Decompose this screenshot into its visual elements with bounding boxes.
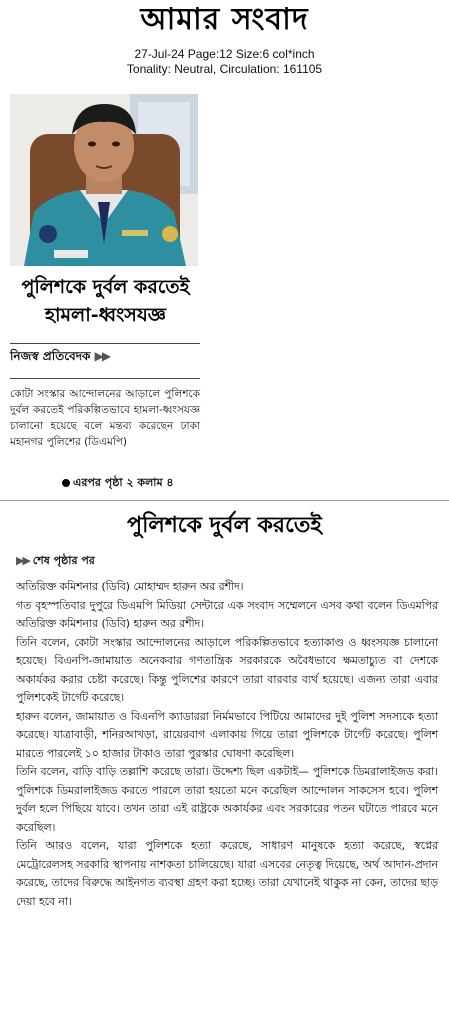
article-body — [16, 578, 438, 911]
police-officer-portrait-icon — [10, 94, 198, 266]
jump-headline: পুলিশকে দুর্বল করতেই — [127, 512, 322, 538]
body-paragraph: তিনি বলেন, কোটা সংস্কার আন্দোলনের আড়ালে পরিকল্পিতভাবে হত্যাকাণ্ড ও ধ্বংসযজ্ঞ চালানো হয়েছে। বিএনপি-জামায়াত অনেকবার গণতান্ত্রিক সরকারকে অবৈধভাবে ক্ষমতাচ্যুত বা দেশকে অকার্যকর করার চেষ্টা করেছে। কিন্তু পুলিশের কারণে তারা বারবার ব্যর্থ হয়েছে। এজন্য তারা এবার পুলিশকেই টার্গেট করেছে। — [16, 635, 438, 704]
byline-text: নিজস্ব প্রতিবেদক — [10, 349, 91, 363]
divider — [10, 343, 200, 344]
section-divider — [0, 500, 449, 501]
jump-from-text: শেষ পৃষ্ঠার পর — [32, 554, 95, 567]
byline — [10, 348, 109, 364]
headline-line-1: পুলিশকে দুর্বল করতেই — [21, 276, 190, 298]
divider — [10, 378, 200, 379]
jump-from-line — [16, 553, 95, 569]
newspaper-masthead: আমার সংবাদ — [140, 2, 309, 37]
jump-arrows: ▶▶ — [16, 554, 29, 567]
continuation-text: এরপর পৃষ্ঠা ২ কলাম ৪ — [73, 476, 174, 489]
byline-arrows: ▶▶ — [94, 349, 110, 363]
main-headline — [8, 273, 203, 329]
clip-info-date-page: 27-Jul-24 Page:12 Size:6 col*inch — [134, 47, 315, 61]
continuation-note — [62, 476, 174, 490]
officer-photo — [10, 94, 198, 266]
body-paragraph: হারুন বলেন, জামায়াত ও বিএনপি ক্যাডাররা নির্মমভাবে পিটিয়ে আমাদের দুই পুলিশ সদস্যকে হত্যা করেছে। যাত্রাবাড়ী, শনিরআখড়া, রায়েরবাগ এলাকায় গিয়ে তারা পুলিশকে টার্গেট করেছে। পুলিশ মারতে পারলেই ১০ হাজার টাকাও তারা পুরস্কার ঘোষণা করেছিল। — [16, 709, 438, 760]
body-paragraph: তিনি আরও বলেন, যারা পুলিশকে হত্যা করেছে, সাধারণ মানুষকে হত্যা করেছে, স্বপ্নের মেট্রোরেলসহ সরকারি স্থাপনায় নাশকতা চালিয়েছে। যারা এসবের নেতৃত্ব দিয়েছে, অর্থ আদান-প্রদান করেছে, তাদের বিরুদ্ধে আইনগত ব্যবস্থা গ্রহণ করা হচ্ছে। তারা যেখানেই থাকুক না কেন, তাদের ছাড় দেয়া হবে না। — [16, 839, 438, 908]
clip-info-tonality: Tonality: Neutral, Circulation: 161105 — [126, 62, 323, 76]
headline-line-2: হামলা-ধ্বংসযজ্ঞ — [45, 304, 166, 326]
body-paragraph: অতিরিক্ত কমিশনার (ডিবি) মোহাম্মদ হারুন অর রশীদ। — [16, 580, 244, 593]
bullet-icon — [62, 479, 70, 487]
body-paragraph: গত বৃহস্পতিবার দুপুরে ডিএমপি মিডিয়া সেন্টারে এক সংবাদ সম্মেলনে এসব কথা বলেন ডিএমপির অতিরিক্ত কমিশনার (ডিবি) হারুন অর রশীদ। — [16, 598, 438, 630]
body-paragraph: তিনি বলেন, বাড়ি বাড়ি তল্লাশি করেছে তারা। উদ্দেশ্য ছিল একটাই— পুলিশকে ডিমরালাইজড করা। পুলিশকে ডিমরালাইজড করতে পারলে তারা হয়তো মনে করেছিল আন্দোলন সাকসেস হবে। পুলিশ দুর্বল হলে পিছিয়ে যাবে। তখন তারা এই রাষ্ট্রকে অকার্যকর এবং সরকারের পতন ঘটাতে পারবে মনে করেছিল। — [16, 765, 438, 834]
intro-paragraph: কোটা সংস্কার আন্দোলনের আড়ালে পুলিশকে দুর্বল করতেই পরিকল্পিতভাবে হামলা-ধ্বংসযজ্ঞ চালানো হয়েছে বলে মন্তব্য করেছেন ঢাকা মহানগর পুলিশের (ডিএমপি) — [10, 388, 200, 448]
